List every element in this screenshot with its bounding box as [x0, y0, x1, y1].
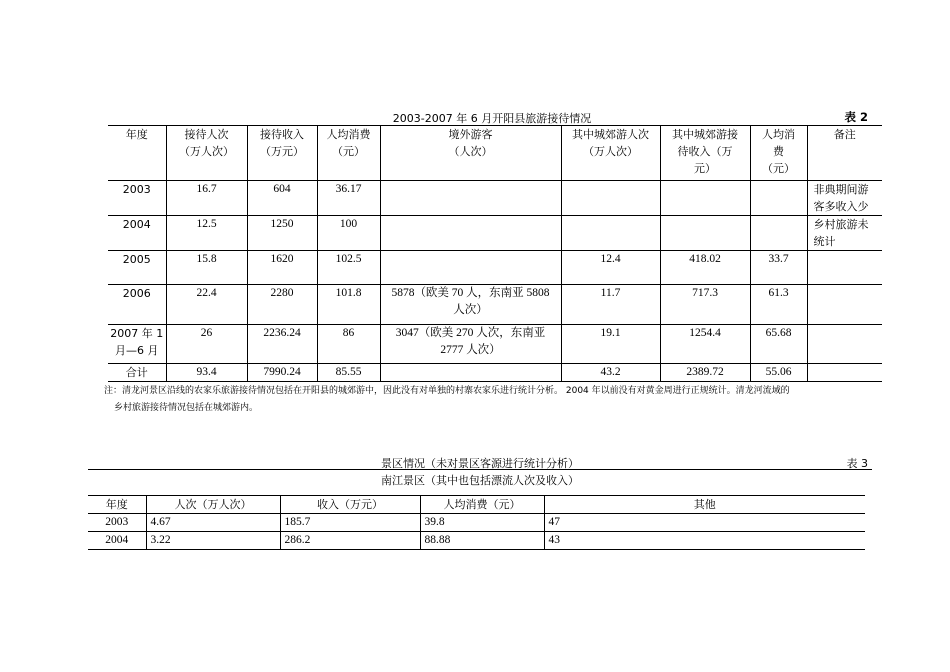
cell-line: 2006 — [122, 287, 151, 300]
column-header: 其他 — [544, 496, 865, 514]
suburban-income-cell: 418.02 — [660, 251, 750, 285]
cell-line: （万元） — [260, 145, 304, 158]
cell-line: 2777 人次） — [440, 344, 501, 356]
cell-line: 2004 — [122, 218, 151, 231]
footnote-line-2: 乡村旅游接待情况包括在城郊游内。 — [114, 403, 259, 413]
table-cell: 4.67 — [146, 514, 280, 532]
cell-line: 年度 — [125, 128, 148, 141]
column-header — [561, 126, 660, 181]
table2-header-row — [108, 126, 882, 181]
year-cell — [108, 285, 166, 325]
foreign-cell — [380, 181, 561, 216]
per-capita-cell: 102.5 — [317, 251, 380, 285]
column-header — [807, 126, 882, 181]
suburban-per-capita-cell: 65.68 — [750, 325, 807, 364]
foreign-cell — [380, 285, 561, 325]
suburban-visits-cell: 12.4 — [561, 251, 660, 285]
suburban-per-capita-cell — [750, 181, 807, 216]
column-header — [247, 126, 317, 181]
per-capita-cell: 101.8 — [317, 285, 380, 325]
note-cell — [807, 251, 882, 285]
suburban-per-capita-cell: 55.06 — [750, 364, 807, 382]
cell-line: 人均消 — [762, 128, 795, 141]
table2-title-bar — [108, 109, 876, 125]
suburban-per-capita-cell: 33.7 — [750, 251, 807, 285]
cell-line: （万人次） — [179, 145, 234, 158]
column-header — [750, 126, 807, 181]
per-capita-cell: 100 — [317, 216, 380, 251]
cell-line: 合计 — [125, 366, 148, 379]
note-cell — [807, 364, 882, 382]
table-cell: 39.8 — [420, 514, 544, 532]
cell-line: 2005 — [122, 253, 151, 266]
column-header — [166, 126, 247, 181]
table3-top-rule — [88, 469, 872, 470]
year-cell — [108, 251, 166, 285]
cell-line: 3047（欧美 270 人次，东南亚 — [395, 327, 546, 339]
visits-cell: 12.5 — [166, 216, 247, 251]
column-header: 收入（万元） — [280, 496, 420, 514]
suburban-income-cell — [660, 216, 750, 251]
cell-line: 统计 — [813, 235, 836, 248]
cell-line: （元） — [762, 162, 795, 175]
year-cell — [108, 216, 166, 251]
cell-line: 人次） — [453, 304, 488, 316]
cell-line: （元） — [332, 145, 365, 158]
column-header — [108, 126, 166, 181]
table2-title: 2003-2007 年 6 月开阳县旅游接待情况 — [392, 112, 592, 125]
cell-line: 其中城郊游接 — [672, 128, 738, 141]
cell-line: 2007 年 1 — [110, 327, 164, 340]
note-cell — [807, 325, 882, 364]
table-cell: 2003 — [88, 514, 146, 532]
income-cell: 2236.24 — [247, 325, 317, 364]
footnote-line-1: 注：清龙河景区沿线的农家乐旅游接待情况包括在开阳县的城郊游中，因此没有对单独的村寨农家乐进行统计分析。 2004 年以前没有对黄金周进行正规统计。清龙河流域的 — [104, 386, 790, 396]
year-cell — [108, 181, 166, 216]
cell-line: 2003 — [122, 183, 151, 196]
table-row — [88, 514, 865, 532]
per-capita-cell: 36.17 — [317, 181, 380, 216]
cell-line: 人均消费 — [326, 128, 371, 141]
suburban-visits-cell — [561, 181, 660, 216]
table3-header-row — [88, 496, 865, 514]
column-header — [660, 126, 750, 181]
cell-line: 非典期间游 — [813, 183, 869, 196]
column-header: 年度 — [88, 496, 146, 514]
table-row — [108, 251, 882, 285]
cell-line: （人次） — [448, 145, 493, 158]
cell-line: （万人次） — [583, 145, 638, 158]
table-row — [108, 216, 882, 251]
cell-line: 待收入（万 — [677, 145, 733, 158]
table-row — [108, 325, 882, 364]
suburban-visits-cell: 19.1 — [561, 325, 660, 364]
foreign-cell — [380, 364, 561, 382]
cell-line: 境外游客 — [448, 128, 493, 141]
table2-label: 表 2 — [844, 110, 868, 124]
table-cell: 185.7 — [280, 514, 420, 532]
cell-line: 接待收入 — [260, 128, 304, 141]
table-cell: 47 — [544, 514, 865, 532]
income-cell: 604 — [247, 181, 317, 216]
scenic-area-table — [88, 495, 865, 550]
table-cell: 3.22 — [146, 532, 280, 550]
per-capita-cell: 85.55 — [317, 364, 380, 382]
income-cell: 2280 — [247, 285, 317, 325]
income-cell: 1250 — [247, 216, 317, 251]
cell-line: 备注 — [833, 128, 856, 141]
cell-line: 费 — [773, 145, 784, 158]
suburban-per-capita-cell — [750, 216, 807, 251]
cell-line: 月—6 月 — [115, 344, 159, 357]
tourism-reception-table — [108, 125, 882, 382]
cell-line: 乡村旅游未 — [813, 218, 869, 231]
suburban-visits-cell: 11.7 — [561, 285, 660, 325]
visits-cell: 22.4 — [166, 285, 247, 325]
per-capita-cell: 86 — [317, 325, 380, 364]
table-cell: 286.2 — [280, 532, 420, 550]
foreign-cell — [380, 251, 561, 285]
table3-subtitle: 南江景区（其中也包括漂流人次及收入） — [381, 474, 579, 487]
table3-title: 景区情况（未对景区客源进行统计分析） — [381, 457, 579, 470]
suburban-income-cell — [660, 181, 750, 216]
suburban-per-capita-cell: 61.3 — [750, 285, 807, 325]
table2-footnote — [104, 383, 884, 417]
table3-label: 表 3 — [846, 457, 868, 470]
column-header: 人均消费（元） — [420, 496, 544, 514]
note-cell — [807, 181, 882, 216]
foreign-cell — [380, 325, 561, 364]
cell-line: 其中城郊游人次 — [572, 128, 649, 141]
year-cell — [108, 364, 166, 382]
suburban-income-cell: 2389.72 — [660, 364, 750, 382]
suburban-visits-cell — [561, 216, 660, 251]
note-cell — [807, 285, 882, 325]
column-header — [380, 126, 561, 181]
visits-cell: 16.7 — [166, 181, 247, 216]
table-cell: 43 — [544, 532, 865, 550]
visits-cell: 15.8 — [166, 251, 247, 285]
table-row — [108, 364, 882, 382]
suburban-visits-cell: 43.2 — [561, 364, 660, 382]
foreign-cell — [380, 216, 561, 251]
income-cell: 1620 — [247, 251, 317, 285]
column-header: 人次（万人次） — [146, 496, 280, 514]
cell-line: 元） — [694, 162, 716, 175]
table-row — [108, 181, 882, 216]
cell-line: 接待人次 — [184, 128, 229, 141]
table-row — [108, 285, 882, 325]
suburban-income-cell: 717.3 — [660, 285, 750, 325]
table3-title-bar — [88, 454, 872, 470]
cell-line: 客多收入少 — [813, 200, 869, 213]
table-cell: 88.88 — [420, 532, 544, 550]
column-header — [317, 126, 380, 181]
year-cell — [108, 325, 166, 364]
visits-cell: 93.4 — [166, 364, 247, 382]
income-cell: 7990.24 — [247, 364, 317, 382]
table-cell: 2004 — [88, 532, 146, 550]
cell-line: 5878（欧美 70 人，东南亚 5808 — [391, 287, 550, 299]
table-row — [88, 532, 865, 550]
suburban-income-cell: 1254.4 — [660, 325, 750, 364]
note-cell — [807, 216, 882, 251]
visits-cell: 26 — [166, 325, 247, 364]
